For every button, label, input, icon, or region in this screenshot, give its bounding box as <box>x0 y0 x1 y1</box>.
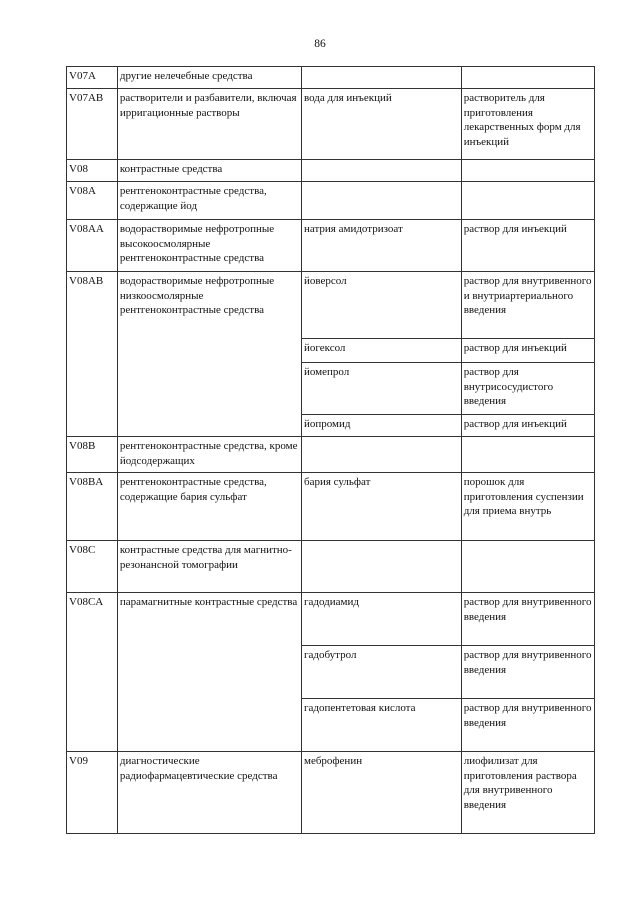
atc-code-cell: V08C <box>67 541 118 593</box>
drug-name-cell: йогексол <box>301 339 461 363</box>
table-row <box>67 593 595 646</box>
group-name-cell: водорастворимые нефротропные низкоосмолярные рентгеноконтрастные средства <box>117 272 301 437</box>
table-row <box>67 541 595 593</box>
dosage-form-cell: раствор для внутрисосудистого введения <box>461 363 594 415</box>
table-row <box>67 752 595 834</box>
drug-name-cell: йопромид <box>301 415 461 437</box>
atc-code-cell: V08CA <box>67 593 118 752</box>
atc-code-cell: V08A <box>67 182 118 220</box>
group-name-cell: парамагнитные контрастные средства <box>117 593 301 752</box>
table-row <box>67 437 595 473</box>
dosage-form-cell: растворитель для приготовления лекарственных форм для инъекций <box>461 89 594 160</box>
group-name-cell: диагностические радиофармацевтические средства <box>117 752 301 834</box>
group-name-cell: контрастные средства <box>117 160 301 182</box>
dosage-form-cell <box>461 67 594 89</box>
drug-name-cell: гадодиамид <box>301 593 461 646</box>
drug-name-cell <box>301 67 461 89</box>
dosage-form-cell: лиофилизат для приготовления раствора для внутривенного введения <box>461 752 594 834</box>
dosage-form-cell: раствор для инъекций <box>461 220 594 272</box>
atc-code-cell: V09 <box>67 752 118 834</box>
atc-code-cell: V08AA <box>67 220 118 272</box>
group-name-cell: растворители и разбавители, включая ирригационные растворы <box>117 89 301 160</box>
drug-name-cell <box>301 437 461 473</box>
dosage-form-cell <box>461 182 594 220</box>
drug-name-cell <box>301 182 461 220</box>
drug-name-cell: натрия амидотризоат <box>301 220 461 272</box>
drug-name-cell: бария сульфат <box>301 473 461 541</box>
drug-name-cell: йомепрол <box>301 363 461 415</box>
dosage-form-cell: раствор для инъекций <box>461 415 594 437</box>
table-row <box>67 67 595 89</box>
atc-code-cell: V07A <box>67 67 118 89</box>
table-row <box>67 272 595 339</box>
dosage-form-cell: раствор для инъекций <box>461 339 594 363</box>
group-name-cell: другие нелечебные средства <box>117 67 301 89</box>
dosage-form-cell: порошок для приготовления суспензии для приема внутрь <box>461 473 594 541</box>
page-number: 86 <box>314 38 326 50</box>
dosage-form-cell <box>461 437 594 473</box>
group-name-cell: рентгеноконтрастные средства, содержащие бария сульфат <box>117 473 301 541</box>
table-row <box>67 160 595 182</box>
atc-code-cell: V08AB <box>67 272 118 437</box>
dosage-form-cell: раствор для внутривенного и внутриартериального введения <box>461 272 594 339</box>
drug-name-cell: вода для инъекций <box>301 89 461 160</box>
table-row <box>67 473 595 541</box>
dosage-form-cell: раствор для внутривенного введения <box>461 646 594 699</box>
group-name-cell: контрастные средства для магнитно-резонансной томографии <box>117 541 301 593</box>
dosage-form-cell <box>461 541 594 593</box>
dosage-form-cell <box>461 160 594 182</box>
atc-code-cell: V08 <box>67 160 118 182</box>
drug-name-cell: гадобутрол <box>301 646 461 699</box>
atc-code-cell: V08B <box>67 437 118 473</box>
group-name-cell: рентгеноконтрастные средства, кроме йодсодержащих <box>117 437 301 473</box>
drug-name-cell: меброфенин <box>301 752 461 834</box>
dosage-form-cell: раствор для внутривенного введения <box>461 593 594 646</box>
table-row <box>67 220 595 272</box>
table-row <box>67 182 595 220</box>
drug-classification-table <box>66 66 595 834</box>
group-name-cell: рентгеноконтрастные средства, содержащие йод <box>117 182 301 220</box>
drug-name-cell: йоверсол <box>301 272 461 339</box>
drug-name-cell <box>301 160 461 182</box>
table-row <box>67 89 595 160</box>
atc-code-cell: V08BA <box>67 473 118 541</box>
atc-code-cell: V07AB <box>67 89 118 160</box>
drug-name-cell <box>301 541 461 593</box>
group-name-cell: водорастворимые нефротропные высокоосмолярные рентгеноконтрастные средства <box>117 220 301 272</box>
dosage-form-cell: раствор для внутривенного введения <box>461 699 594 752</box>
drug-name-cell: гадопентетовая кислота <box>301 699 461 752</box>
